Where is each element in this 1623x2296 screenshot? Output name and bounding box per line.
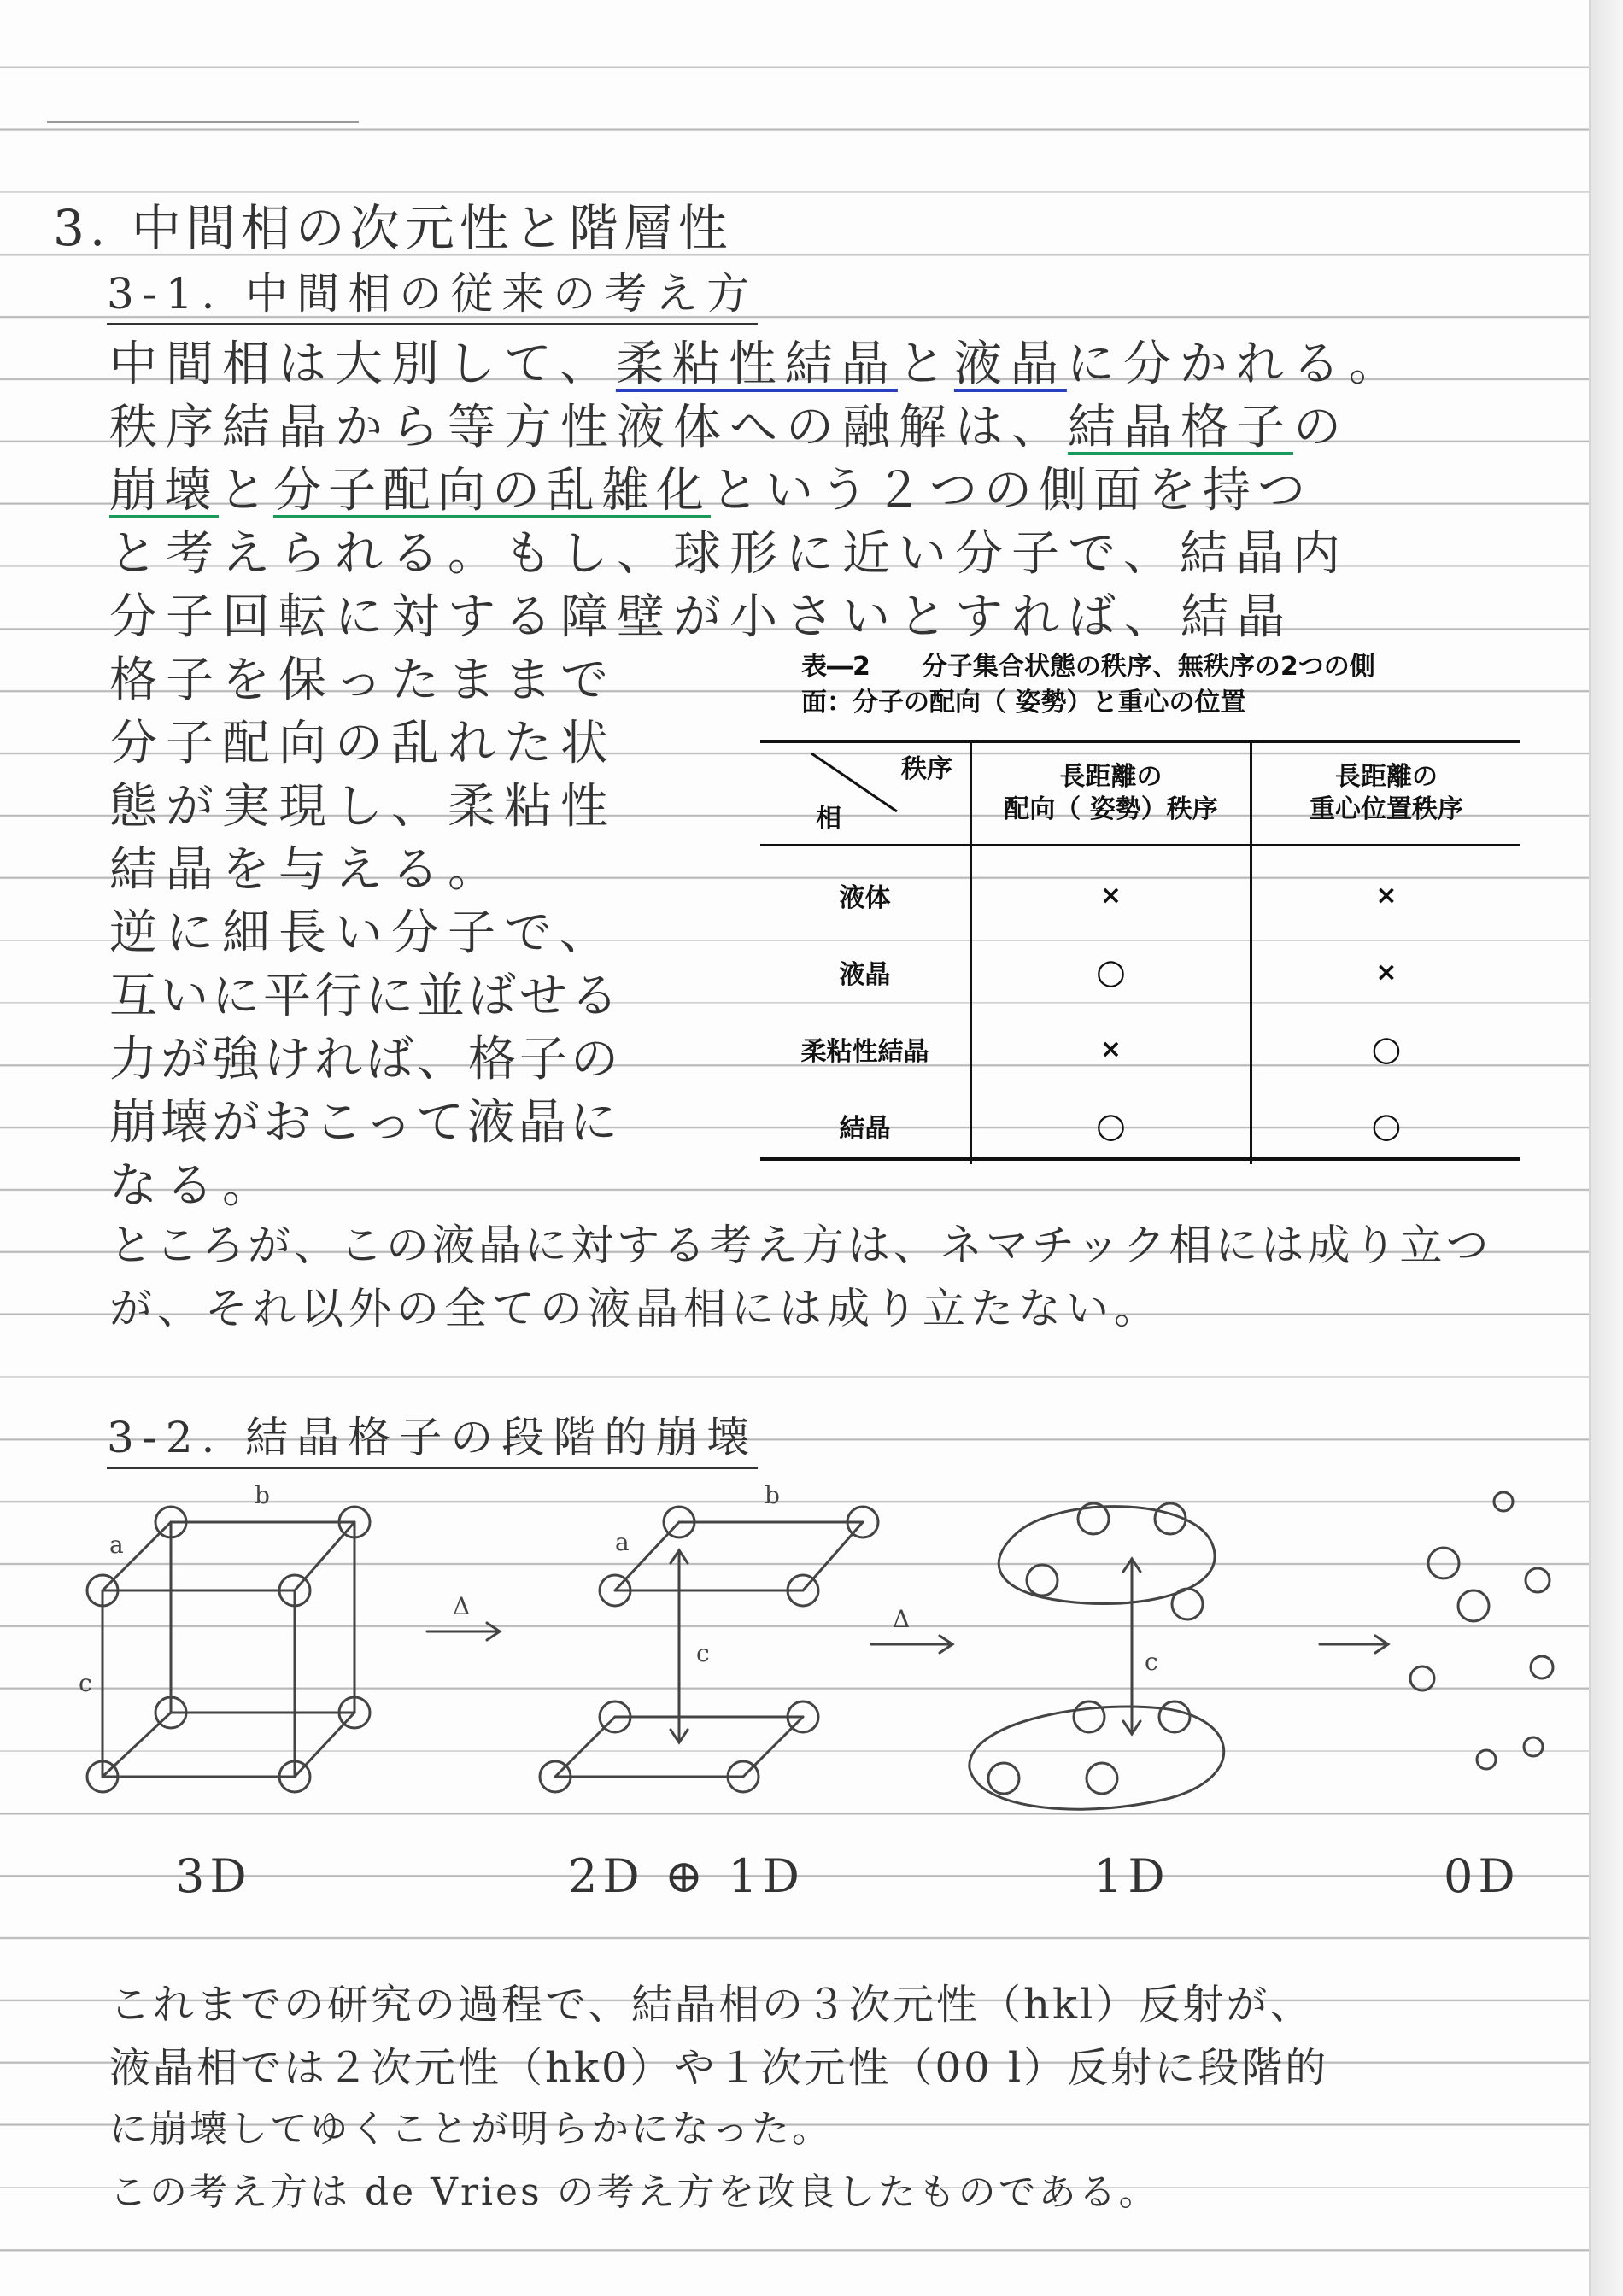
arrow-1 [427, 1623, 500, 1640]
section-3-2-title: 3-2. 結晶格子の段階的崩壊 [107, 1403, 758, 1469]
label-delta-2: Δ [893, 1605, 911, 1633]
text-line-9: 液晶相では２次元性（hk0）や１次元性（00 l）反射に段階的 [109, 2044, 1329, 2092]
orientation-cell: × [971, 1010, 1251, 1087]
text-line-7: が、それ以外の全ての液晶相には成り立たない。 [109, 1284, 1162, 1333]
phase-cell: 結晶 [760, 1087, 971, 1164]
position-cell: × [1375, 957, 1397, 987]
phase-cell: 液体 [760, 857, 971, 934]
text-line-4: と考えられる。もし、球形に近い分子で、結晶内 [109, 526, 1349, 582]
table-caption-line2: 面：分子の配向（ 姿勢）と重心の位置 [801, 688, 1246, 718]
label-a-2d: a [615, 1528, 630, 1556]
highlight-collapse: 崩壊 [109, 463, 219, 518]
table-grid [760, 743, 1520, 1164]
corner-phase-label: 相 [816, 804, 841, 834]
text-line-8: これまでの研究の過程で、結晶相の３次元性（hkl）反射が、 [109, 1981, 1314, 2029]
position-cell: ○ [1371, 1106, 1402, 1145]
text-line-2: 秩序結晶から等方性液体への融解は、結晶格子の [109, 400, 1350, 455]
header-orientation-order: 長距離の 配向（ 姿勢）秩序 [971, 743, 1251, 846]
arrow-2 [871, 1636, 952, 1653]
position-cell: × [1375, 880, 1397, 911]
phase-order-table [760, 649, 1529, 1162]
highlight-liquid-crystal: 液晶 [953, 337, 1067, 392]
highlight-crystal-lattice: 結晶格子 [1068, 400, 1293, 455]
header-position-order: 長距離の 重心位置秩序 [1251, 743, 1521, 846]
label-3d: 3D [175, 1849, 252, 1903]
layers-1d [970, 1503, 1224, 1809]
label-1d: 1D [1093, 1849, 1170, 1903]
label-0d: 0D [1444, 1849, 1520, 1903]
label-2d-1d: 2D ⊕ 1D [568, 1849, 805, 1903]
text-line-3: 崩壊と分子配向の乱雑化という２つの側面を持つ [109, 463, 1312, 518]
page-edge [1589, 0, 1623, 2296]
text-left-line-3: 態が実現し、柔粘性 [109, 779, 617, 835]
text-left-line-2: 分子配向の乱れた状 [109, 716, 617, 771]
table-caption-line1: 分子集合状態の秩序、無秩序の2つの側 [921, 652, 1375, 682]
highlight-plastic-crystal: 柔粘性結晶 [615, 337, 898, 392]
orientation-cell: ○ [971, 1087, 1251, 1164]
highlight-orientation-disorder: 分子配向の乱雑化 [273, 463, 711, 518]
label-b-2d: b [765, 1481, 780, 1509]
table-row [760, 1010, 1520, 1087]
text-left-line-5: 逆に細長い分子で、 [109, 905, 616, 961]
text-line-1: 中間相は大別して、柔粘性結晶と液晶に分かれる。 [109, 337, 1405, 392]
orientation-cell: ○ [971, 934, 1251, 1010]
orientation-cell: × [971, 857, 1251, 934]
section-3-1-title: 3-1. 中間相の従来の考え方 [107, 260, 758, 325]
text-left-line-9: なる。 [109, 1158, 278, 1214]
text-left-line-8: 崩壊がおこって液晶に [109, 1095, 621, 1151]
chapter-heading: 3. 中間相の次元性と階層性 [53, 199, 733, 257]
lattice-collapse-diagram [60, 1478, 1563, 1836]
phase-cell: 柔粘性結晶 [760, 1010, 971, 1087]
text-left-line-7: 力が強ければ、格子の [109, 1032, 622, 1087]
text-line-10: に崩壊してゆくことが明らかになった。 [109, 2107, 832, 2151]
table-caption-label: 表―2 [801, 652, 870, 682]
table-header-row [760, 743, 1520, 846]
table-bottom-rule [760, 1157, 1520, 1161]
header-rule [47, 121, 359, 123]
table-row [760, 934, 1520, 1010]
text-left-line-1: 格子を保ったままで [109, 653, 617, 708]
label-a-3d: a [109, 1531, 124, 1559]
cube-3d [87, 1507, 370, 1792]
table-corner-cell [760, 743, 971, 846]
label-b-3d: b [255, 1481, 270, 1509]
text-line-6: ところが、この液晶に対する考え方は、ネマチック相には成り立つ [109, 1221, 1492, 1270]
table-caption [801, 649, 1529, 721]
table-row [760, 857, 1520, 934]
corner-order-label: 秩序 [901, 754, 952, 784]
text-line-5: 分子回転に対する障壁が小さいとすれば、結晶 [109, 589, 1293, 645]
text-left-line-6: 互いに平行に並ばせる [109, 969, 622, 1024]
phase-cell: 液晶 [760, 934, 971, 1010]
text-line-11: この考え方は de Vries の考え方を改良したものである。 [109, 2170, 1159, 2214]
label-c-1d: c [1145, 1648, 1158, 1676]
points-0d [1410, 1492, 1553, 1769]
position-cell: ○ [1371, 1029, 1402, 1069]
table-row [760, 1087, 1520, 1164]
label-c-3d: c [79, 1669, 92, 1697]
text-left-line-4: 結晶を与える。 [109, 842, 504, 898]
arrow-3 [1320, 1636, 1388, 1653]
label-delta-1: Δ [453, 1592, 471, 1620]
label-c-2d: c [696, 1639, 710, 1667]
